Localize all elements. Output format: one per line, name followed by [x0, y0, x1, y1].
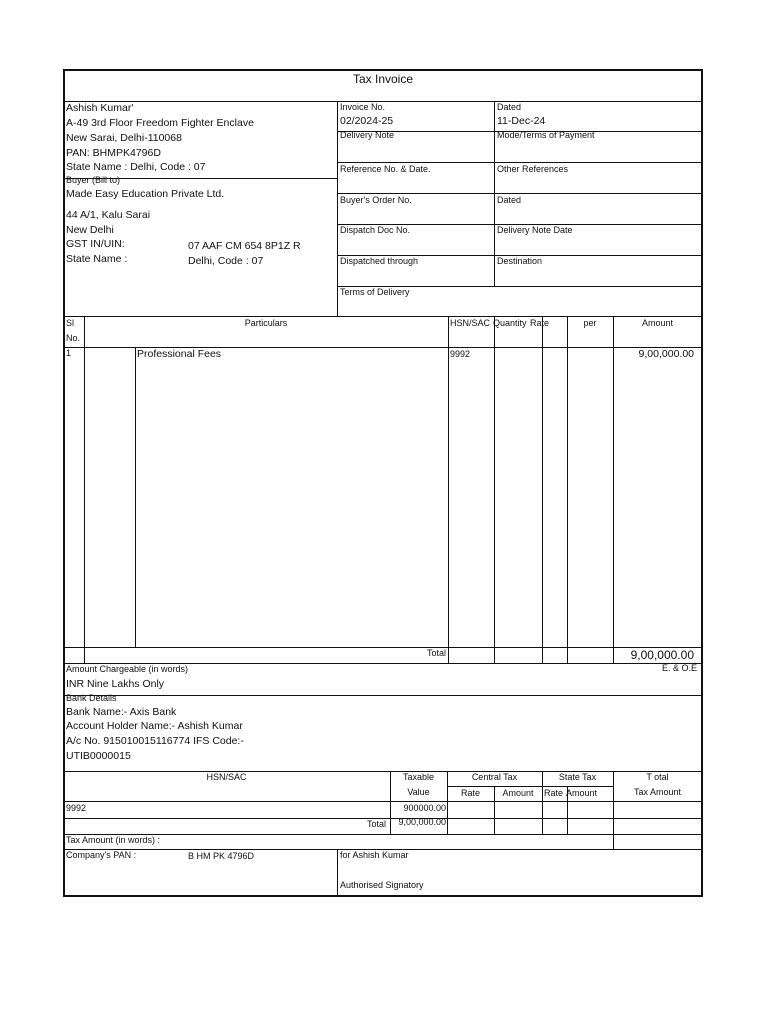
account-holder: Account Holder Name:- Ashish Kumar	[66, 720, 243, 732]
company-pan-value: B HM PK 4796D	[188, 851, 255, 861]
tax-header-taxable-2: Value	[407, 787, 430, 797]
tax-sub-rate-state: Rate	[544, 788, 564, 798]
row-particulars: Professional Fees	[137, 348, 222, 360]
reference-label: Reference No. & Date.	[340, 164, 431, 174]
tax-header-state: State Tax	[558, 772, 597, 782]
tax-total-label: Total	[366, 819, 386, 829]
tax-header-taxable-1: Taxable	[402, 772, 435, 782]
col-header-per: per	[583, 318, 597, 328]
order-dated-label: Dated	[497, 195, 522, 205]
row-hsn: 9992	[450, 349, 471, 359]
col-header-amount: Amount	[641, 318, 674, 328]
tax-amount-words-label: Tax Amount (in words) :	[66, 835, 161, 845]
for-company-label: for Ashish Kumar	[340, 850, 409, 860]
tax-header-total-1: T otal	[646, 772, 669, 782]
tax-total-taxable: 9,00,000.00	[398, 817, 446, 827]
bank-name: Bank Name:- Axis Bank	[66, 706, 177, 718]
buyer-address-line-2: New Delhi	[66, 224, 114, 236]
tax-header-central: Central Tax	[471, 772, 518, 782]
mode-terms-label: Mode/Terms of Payment	[497, 130, 595, 140]
col-header-rate: Rate	[530, 318, 550, 328]
invoice-no-value: 02/2024-25	[340, 115, 394, 127]
tax-sub-amount-state: Amount	[566, 788, 598, 798]
col-header-particulars: Particulars	[244, 318, 288, 328]
amount-words-value: INR Nine Lakhs Only	[66, 678, 165, 690]
col-header-quantity: Quantity	[493, 318, 527, 328]
items-total-label: Total	[426, 648, 446, 658]
delivery-note-date-label: Delivery Note Date	[497, 225, 573, 235]
dated-label: Dated	[497, 102, 522, 112]
ifsc-code: UTIB0000015	[66, 750, 131, 762]
col-header-hsn: HSN/SAC	[450, 318, 491, 328]
tax-header-total-2: Tax Amount	[633, 787, 682, 797]
delivery-note-label: Delivery Note	[340, 130, 395, 140]
tax-row-hsn: 9992	[66, 803, 87, 813]
buyer-gst-label: GST IN/UIN:	[66, 238, 125, 250]
tax-sub-rate-central: Rate	[460, 788, 480, 798]
tax-row-taxable: 900000.00	[403, 803, 446, 813]
row-amount: 9,00,000.00	[638, 348, 694, 360]
account-number: A/c No. 915010015116774 IFS Code:-	[66, 735, 244, 747]
buyers-order-label: Buyer's Order No.	[340, 195, 412, 205]
buyer-state-label: State Name :	[66, 253, 128, 265]
buyer-heading: Buyer (Bill to)	[66, 175, 121, 185]
dated-value: 11-Dec-24	[497, 115, 546, 127]
company-pan-label: Company's PAN :	[66, 850, 137, 860]
destination-label: Destination	[497, 256, 543, 266]
terms-of-delivery-label: Terms of Delivery	[340, 287, 410, 297]
seller-address-line-2: New Sarai, Delhi-110068	[66, 132, 182, 144]
buyer-gst-value: 07 AAF CM 654 8P1Z R	[188, 240, 301, 252]
tax-header-hsn: HSN/SAC	[206, 772, 247, 782]
buyer-state-value: Delhi, Code : 07	[188, 255, 264, 267]
buyer-address-line-1: 44 A/1, Kalu Sarai	[66, 209, 151, 221]
items-total-amount: 9,00,000.00	[630, 648, 694, 662]
seller-pan: PAN: BHMPK4796D	[66, 147, 161, 159]
col-header-no: No.	[66, 333, 81, 343]
bank-heading: Bank Details	[66, 693, 117, 703]
amount-words-label: Amount Chargeable (in words)	[66, 664, 189, 674]
seller-address-line-1: A-49 3rd Floor Freedom Fighter Enclave	[66, 117, 254, 129]
other-references-label: Other References	[497, 164, 569, 174]
seller-name: Ashish Kumar'	[66, 102, 134, 114]
invoice-no-label: Invoice No.	[340, 102, 386, 112]
invoice-title: Tax Invoice	[352, 72, 414, 86]
dispatch-doc-label: Dispatch Doc No.	[340, 225, 411, 235]
eoe-note: E. & O.E	[661, 663, 697, 673]
tax-sub-amount-central: Amount	[502, 788, 534, 798]
col-header-sl: Sl	[66, 318, 75, 328]
row-sl: 1	[66, 348, 72, 358]
authorised-signatory: Authorised Signatory	[340, 880, 424, 890]
seller-state: State Name : Delhi, Code : 07	[66, 161, 206, 173]
dispatched-through-label: Dispatched through	[340, 256, 419, 266]
buyer-name: Made Easy Education Private Ltd.	[66, 188, 225, 200]
